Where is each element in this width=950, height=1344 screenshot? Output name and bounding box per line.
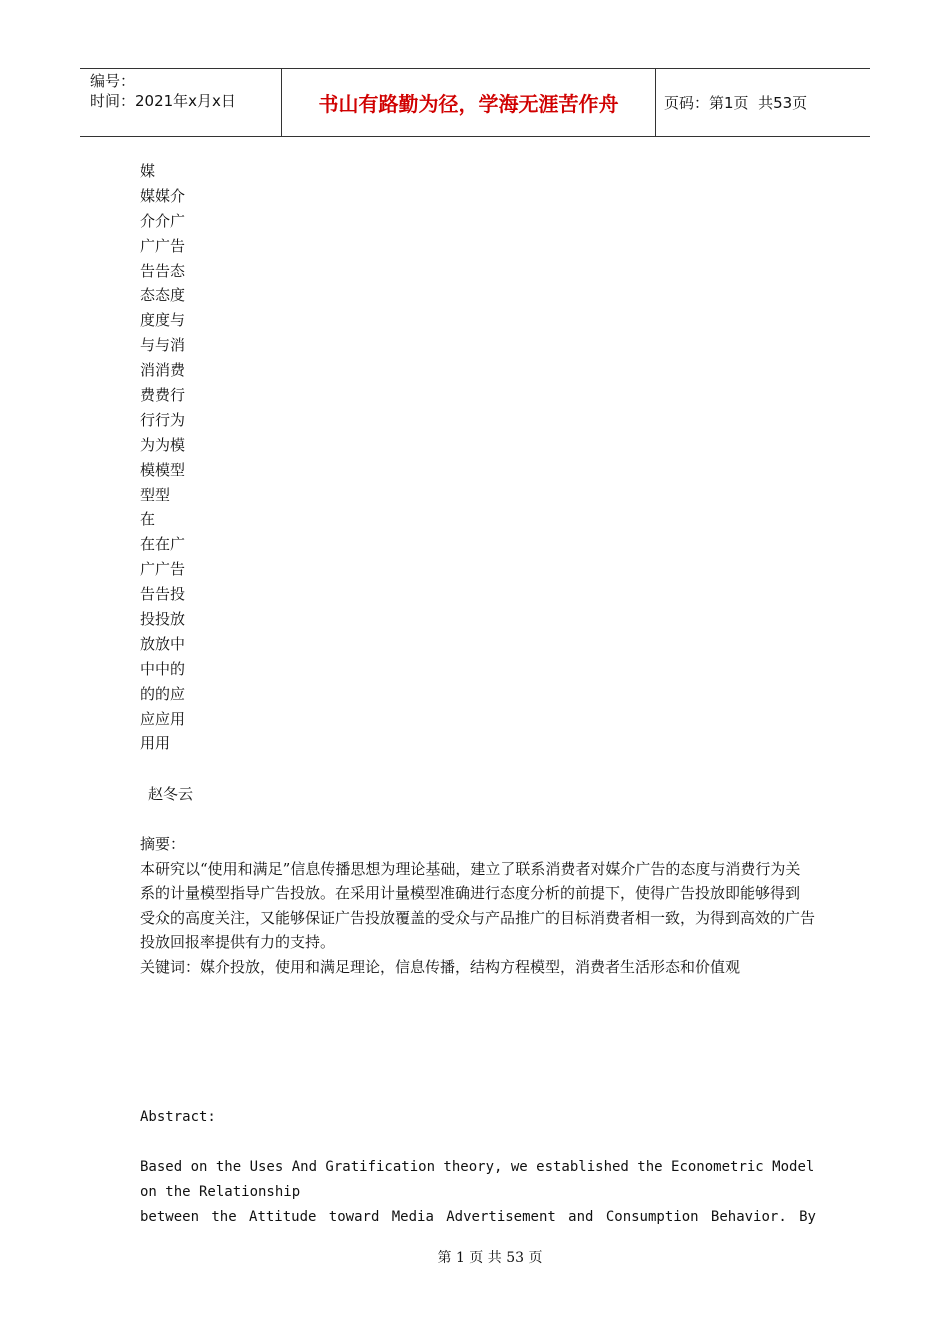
abstract-cn-line: 受众的高度关注，又能够保证广告投放覆盖的受众与产品推广的目标消费者相一致，为得到高效的广告 — [140, 908, 816, 927]
title-line: 与与消 — [140, 336, 186, 355]
vertical-title — [140, 159, 185, 756]
title-line: 行行为 — [140, 410, 186, 429]
title-line: 媒媒介 — [140, 186, 186, 205]
abstract-en-heading: Abstract: — [140, 1109, 216, 1125]
header-meta — [80, 69, 280, 136]
number-label: 编号： — [90, 72, 136, 90]
header-page-info — [664, 69, 870, 136]
abstract-cn-line: 本研究以“使用和满足”信息传播思想为理论基础，建立了联系消费者对媒介广告的态度与消费行为关 — [140, 859, 801, 878]
title-line: 媒 — [140, 162, 156, 180]
abstract-en-line-2: between the Attitude toward Media Advertisement and Consumption Behavior. By — [140, 1209, 816, 1225]
page-info-text: 页码：第1页 共53页 — [664, 94, 808, 112]
title-line: 费费行 — [140, 386, 186, 405]
page-footer: 第 1 页 共 53 页 — [437, 1250, 543, 1266]
abstract-cn-line: 投放回报率提供有力的支持。 — [140, 933, 336, 952]
author-name: 赵冬云 — [148, 785, 194, 803]
page-header — [80, 68, 870, 137]
title-line: 度度与 — [140, 311, 186, 330]
title-line: 为为模 — [140, 435, 186, 454]
title-line: 广广告 — [140, 560, 186, 579]
title-line: 用用 — [140, 734, 171, 753]
abstract-en-line-1: Based on the Uses And Gratification theory, we established the Econometric Model on the Relationship — [140, 1159, 823, 1200]
title-line: 态态度 — [140, 286, 186, 305]
abstract-cn — [140, 832, 816, 980]
title-line: 告告投 — [140, 585, 186, 604]
title-line: 应应用 — [140, 709, 186, 728]
title-line: 的的应 — [140, 684, 186, 703]
title-line: 模模型 — [140, 460, 186, 479]
time-label: 时间：2021年x月x日 — [90, 92, 236, 110]
title-line: 中中的 — [140, 659, 186, 678]
title-line: 广广告 — [140, 236, 186, 255]
header-motto: 书山有路勤为径，学海无涯苦作舟 — [281, 69, 656, 136]
title-line: 放放中 — [140, 634, 186, 653]
title-line: 在 — [140, 510, 156, 529]
abstract-cn-line: 系的计量模型指导广告投放。在采用计量模型准确进行态度分析的前提下，使得广告投放即能够得到 — [140, 884, 801, 903]
title-line: 投投放 — [140, 610, 186, 629]
title-line: 型型 — [140, 485, 171, 504]
keywords-cn: 关键词：媒介投放，使用和满足理论，信息传播，结构方程模型，消费者生活形态和价值观 — [140, 957, 741, 976]
title-line: 介介广 — [140, 211, 186, 230]
title-line: 在在广 — [140, 535, 186, 554]
title-line: 告告态 — [140, 261, 186, 280]
title-line: 消消费 — [140, 361, 186, 380]
abstract-cn-heading: 摘要： — [140, 835, 186, 853]
